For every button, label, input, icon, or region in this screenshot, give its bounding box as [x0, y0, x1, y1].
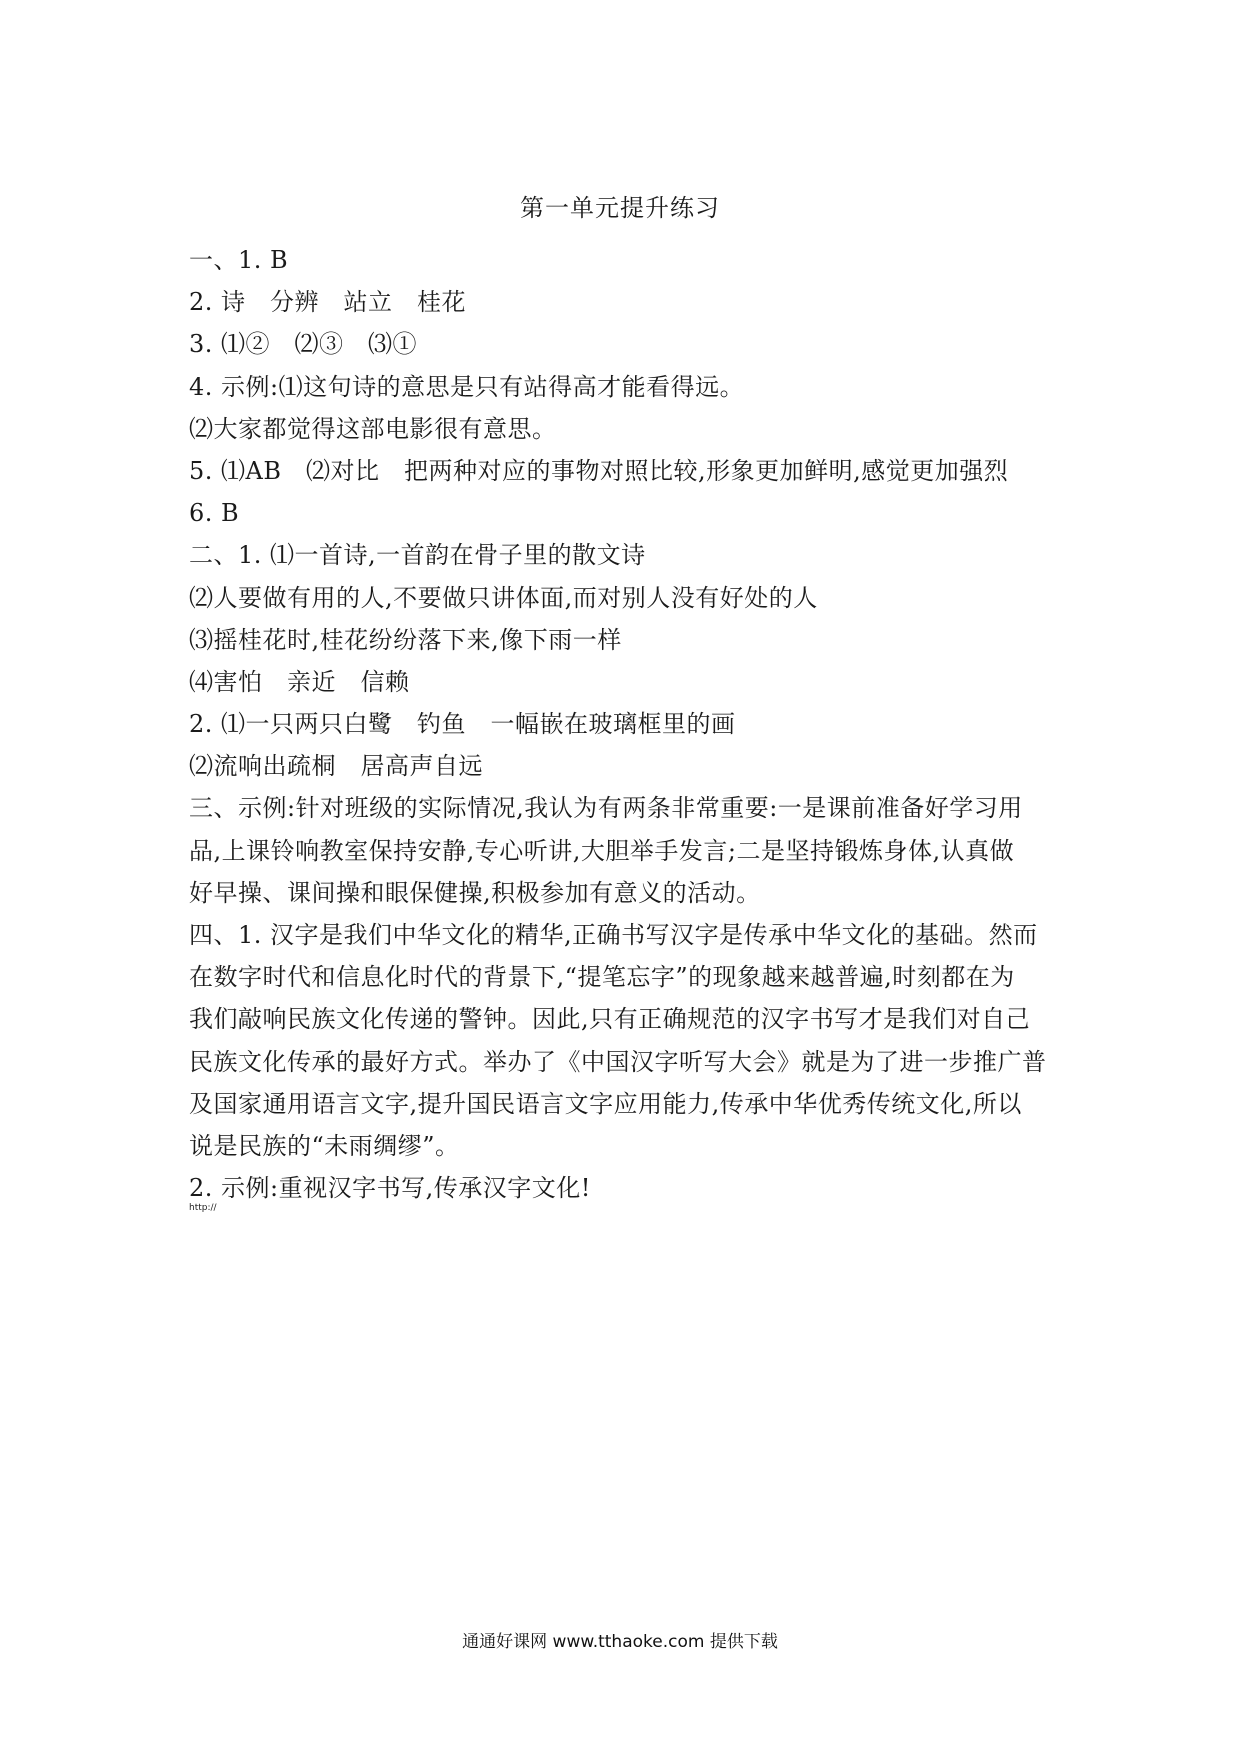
answer-line-3-a: 三、示例:针对班级的实际情况,我认为有两条非常重要:一是课前准备好学习用: [189, 794, 1023, 823]
answer-line-4-e: 及国家通用语言文字,提升国民语言文字应用能力,传承中华优秀传统文化,所以: [189, 1089, 1022, 1118]
answer-line-2-1-3: ⑶摇桂花时,桂花纷纷落下来,像下雨一样: [189, 625, 622, 654]
answer-line-1-3: 3. ⑴② ⑵③ ⑶①: [189, 330, 418, 359]
answer-line-4-2: 2. 示例:重视汉字书写,传承汉字文化!: [189, 1174, 591, 1203]
answer-line-1-4-2: ⑵大家都觉得这部电影很有意思。: [189, 414, 557, 443]
url-text: http://: [189, 1203, 217, 1213]
answer-line-3-b: 品,上课铃响教室保持安静,专心听讲,大胆举手发言;二是坚持锻炼身体,认真做: [189, 836, 1015, 865]
answer-line-2-1-4: ⑷害怕 亲近 信赖: [189, 667, 410, 696]
answer-line-1-2: 2. 诗 分辨 站立 桂花: [189, 288, 467, 317]
answer-line-2-2-2: ⑵流响出疏桐 居高声自远: [189, 752, 483, 781]
answer-line-4-c: 我们敲响民族文化传递的警钟。因此,只有正确规范的汉字书写才是我们对自己: [189, 1005, 1031, 1034]
answer-line-4-b: 在数字时代和信息化时代的背景下,“提笔忘字”的现象越来越普遍,时刻都在为: [189, 963, 1015, 992]
answer-line-3-c: 好早操、课间操和眼保健操,积极参加有意义的活动。: [189, 878, 761, 907]
answer-line-2-1-1: 二、1. ⑴一首诗,一首韵在骨子里的散文诗: [189, 541, 646, 570]
footer-credit: 通通好课网 www.tthaoke.com 提供下载: [462, 1632, 778, 1652]
page-title: 第一单元提升练习: [520, 194, 720, 222]
answer-line-2-1-2: ⑵人要做有用的人,不要做只讲体面,而对别人没有好处的人: [189, 583, 818, 612]
answer-line-1-6: 6. B: [189, 499, 240, 528]
answer-line-4-d: 民族文化传承的最好方式。举办了《中国汉字听写大会》就是为了进一步推广普: [189, 1047, 1047, 1076]
answer-line-2-2-1: 2. ⑴一只两只白鹭 钓鱼 一幅嵌在玻璃框里的画: [189, 710, 736, 739]
answer-line-4-f: 说是民族的“未雨绸缪”。: [189, 1131, 460, 1160]
answer-line-1-5: 5. ⑴AB ⑵对比 把两种对应的事物对照比较,形象更加鲜明,感觉更加强烈: [189, 456, 1009, 485]
answer-line-1-1: 一、1. B: [189, 246, 289, 274]
answer-line-4-a: 四、1. 汉字是我们中华文化的精华,正确书写汉字是传承中华文化的基础。然而: [189, 921, 1038, 949]
answer-line-1-4: 4. 示例:⑴这句诗的意思是只有站得高才能看得远。: [189, 372, 745, 401]
answer-body: [189, 239, 1064, 1209]
